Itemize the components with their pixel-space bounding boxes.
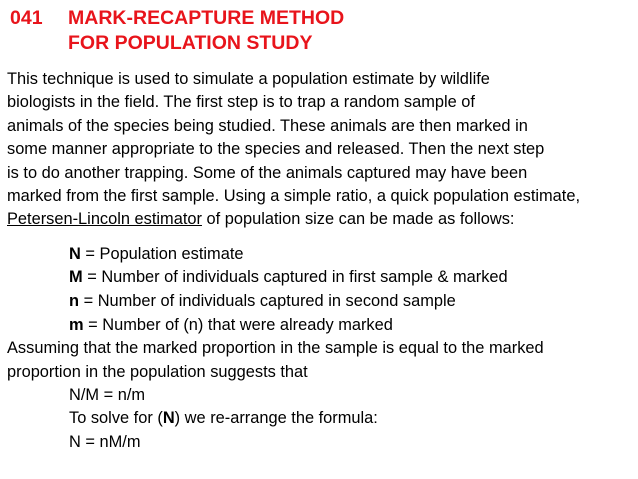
definition-text: = Population estimate (80, 244, 244, 263)
definition-symbol: n (69, 292, 80, 311)
definition-text: = Number of individuals captured in first sample & marked (82, 268, 508, 287)
intro-line-4: some manner appropriate to the species and released. Then the next step (7, 140, 545, 159)
intro-line-3: animals of the species being studied. These animals are then marked in (7, 116, 528, 135)
formula-solve-line (7, 407, 580, 430)
intro-line-1: This technique is used to simulate a population estimate by wildlife (7, 70, 490, 88)
assumption-line-2: proportion in the population suggests that (7, 362, 308, 381)
formula-solve-suffix: ) we re-arrange the formula: (174, 409, 378, 428)
petersen-lincoln-link[interactable]: Petersen-Lincoln estimator (7, 210, 202, 229)
definition-symbol: M (69, 268, 83, 287)
slide-body (7, 68, 580, 454)
intro-line-5: is to do another trapping. Some of the animals captured may have been (7, 163, 528, 182)
definition-text: = Number of individuals captured in second sample (79, 292, 456, 311)
definition-symbol: m (69, 315, 84, 334)
intro-line-7-rest: of population size can be made as follows: (201, 210, 515, 229)
formula-solve-prefix: To solve for ( (69, 409, 163, 428)
intro-line-6: marked from the first sample. Using a simple ratio, a quick population estimate, (7, 187, 581, 206)
formula-result: N = nM/m (69, 432, 141, 451)
intro-line-7 (7, 208, 580, 231)
definition-symbol: N (69, 244, 81, 263)
definition-text: = Number of (n) that were already marked (83, 315, 393, 334)
spacer (7, 232, 580, 243)
assumption-line-1: Assuming that the marked proportion in the sample is equal to the marked (7, 339, 544, 358)
definition-M (7, 266, 580, 290)
slide-title-line-2: FOR POPULATION STUDY (68, 32, 313, 54)
definition-N (7, 243, 580, 267)
intro-line-2: biologists in the field. The first step is to trap a random sample of (7, 93, 475, 112)
definition-m (7, 314, 580, 338)
slide-number: 041 (10, 7, 43, 29)
definition-n (7, 290, 580, 314)
slide-title-line-1: MARK-RECAPTURE METHOD (68, 7, 345, 29)
formula-solve-symbol: N (162, 409, 175, 428)
formula-ratio: N/M = n/m (69, 386, 146, 405)
